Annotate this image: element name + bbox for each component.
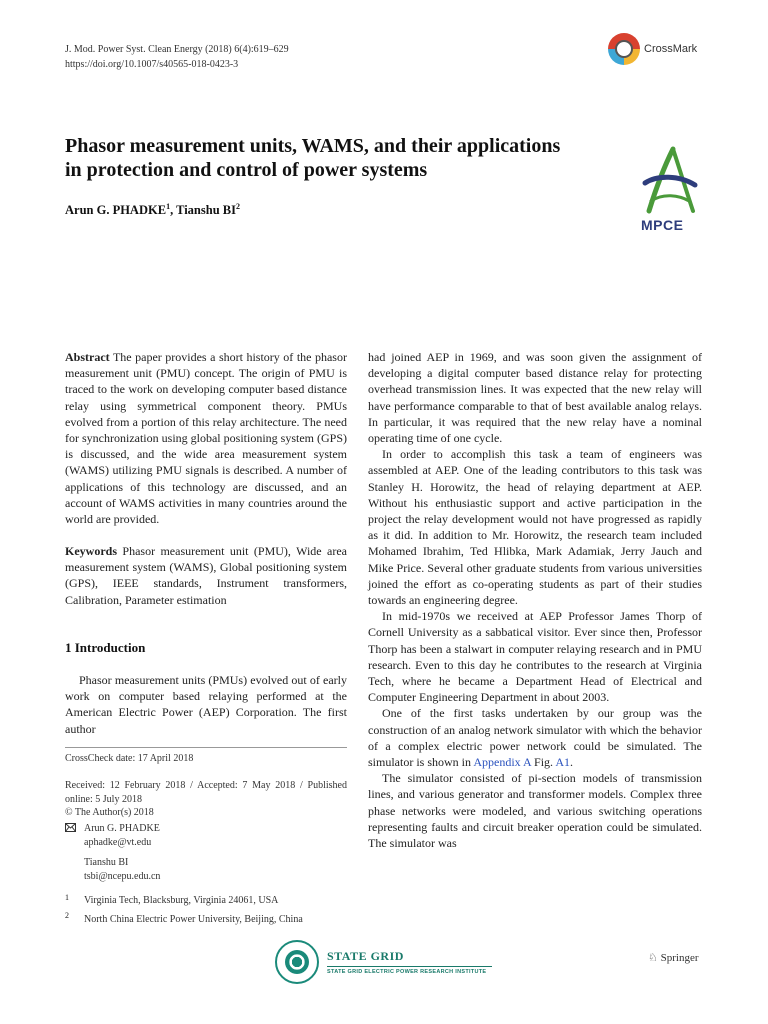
footnote-1-number: 1 (65, 893, 69, 902)
abstract-text: The paper provides a short history of the phasor measurement unit (PMU) concept. The origin of PMU is traced to the work on developing computer based distance relay using symmetrical component theory. PMUs evolved from a portion of this relay architecture. The need for synchronization using global positioning system (GPS) is discussed, and the wide area measurement system (WAMS) utilizing PMU signals is described. A number of applications of this technology are discussed, and an account of WAMS activities in many countries around the world are provided. (65, 350, 347, 527)
intro-text: Phasor measurement units (PMUs) evolved out of early work on computer based relaying performed at the American Electric Power (AEP) Corporation. The first author (65, 673, 347, 736)
springer-logo (648, 951, 699, 964)
paragraph-4-fig: Fig. (531, 755, 556, 770)
mpce-label: MPCE (641, 217, 684, 233)
crossmark-icon (608, 33, 640, 65)
abstract (65, 349, 347, 527)
corresponding-authors (65, 822, 347, 883)
keywords (65, 543, 347, 608)
footnote-2: North China Electric Power University, Beijing, China (84, 914, 303, 925)
section-heading-introduction: 1 Introduction (65, 640, 146, 655)
appendix-a-link[interactable]: Appendix A (473, 755, 532, 770)
paragraph-5: The simulator consisted of pi-section models of transmission lines, and various generator and transformer models. Complex three phase networks were modeled, and various switching operations representing faults and circuit breaker operation could be simulated. The simulator was (368, 771, 702, 851)
state-grid-name: STATE GRID (327, 949, 404, 963)
author-list (65, 202, 240, 218)
paragraph-4-text: One of the first tasks undertaken by our group was the construction of an analog network simulator with which the behavior of a complex electric power network could be simulated. The simulator is shown in (368, 706, 702, 770)
author-2-affil: 2 (235, 202, 240, 211)
paragraph-2: In order to accomplish this task a team of engineers was assembled at AEP. One of the leading contributors to this task was Stanley H. Horowitz, the head of relaying department at AEP. Without his enthusiastic support and active participation in the project the relay development would not have progressed as rapidly as it did. In addition to Mr. Horowitz, the research team included Mohamed Ibrahim, Ted Hlibka, Mark Adamiak, Jerry Jauch and Mike Price. Several other graduate students from various universities joined the effort as co-operating students as part of their studies towards an engineering degree. (368, 447, 702, 608)
footnote-1: Virginia Tech, Blacksburg, Virginia 24061, USA (84, 895, 279, 906)
title-line-1: Phasor measurement units, WAMS, and their applications (65, 135, 561, 157)
state-grid-emblem-icon (275, 940, 319, 984)
journal-citation (65, 42, 289, 72)
crossmark-label: CrossMark (644, 43, 698, 55)
springer-horse-icon: ♘ (648, 952, 658, 964)
author-2: Tianshu BI (176, 203, 236, 218)
crossmark-badge[interactable] (608, 33, 697, 65)
paper-title (65, 134, 625, 182)
paragraph-4-end: . (570, 755, 574, 770)
contact-2-name: Tianshu BI (84, 857, 129, 868)
author-1-affil: 1 (166, 202, 171, 211)
doi-link[interactable]: https://doi.org/10.1007/s40565-018-0423-3 (65, 59, 239, 70)
contact-1-name: Arun G. PHADKE (84, 823, 160, 834)
keywords-label: Keywords (65, 544, 117, 558)
author-1: Arun G. PHADKE (65, 203, 167, 218)
envelope-icon (65, 823, 76, 837)
paragraph-3: In mid-1970s we received at AEP Professor James Thorp of Cornell University as a sabbatical visitor. Ever since then, Professor Thorp has been a stalwart in computer relaying research and in PMU research. Even to this day he contributes to the research at Virginia Tech, where he became a Department Head of Electrical and Computer Engineering Department in about 2003. (368, 609, 702, 705)
keywords-text: Phasor measurement unit (PMU), Wide area measurement system (WAMS), Global positioning system (GPS), IEEE standards, Instrument transformers, Calibration, Parameter estimation (65, 544, 347, 607)
footnote-2-number: 2 (65, 911, 69, 920)
contact-2-email[interactable]: tsbi@ncepu.edu.cn (84, 870, 161, 882)
title-line-2: in protection and control of power systems (65, 159, 428, 181)
state-grid-logo (275, 940, 492, 984)
publication-history (65, 779, 347, 820)
springer-label: Springer (660, 952, 699, 964)
paragraph-4 (368, 705, 702, 770)
mpce-emblem-icon (635, 145, 705, 217)
state-grid-subtitle: STATE GRID ELECTRIC POWER RESEARCH INSTITUTE (327, 969, 487, 975)
intro-paragraph (65, 672, 347, 737)
body-right-column (368, 349, 702, 851)
figure-a1-link[interactable]: A1 (555, 755, 571, 770)
divider (65, 747, 347, 748)
crosscheck-date: CrossCheck date: 17 April 2018 (65, 753, 194, 764)
author-separator: , (170, 203, 177, 218)
mpce-logo (635, 145, 705, 235)
received-dates: Received: 12 February 2018 / Accepted: 7 May 2018 / Published online: 5 July 2018 (65, 780, 347, 805)
contact-1-email[interactable]: aphadke@vt.edu (84, 836, 152, 848)
license-line: © The Author(s) 2018 (65, 807, 154, 818)
journal-reference: J. Mod. Power Syst. Clean Energy (2018) 6(4):619–629 (65, 44, 289, 55)
paragraph-1: had joined AEP in 1969, and was soon given the assignment of developing a digital computer based distance relay for protecting overhead transmission lines. It was expected that the new relay will have performance comparable to that of best available analog relays. In particular, it was required that the new relay have a nominal operating time of one cycle. (368, 350, 702, 446)
abstract-label: Abstract (65, 350, 110, 364)
